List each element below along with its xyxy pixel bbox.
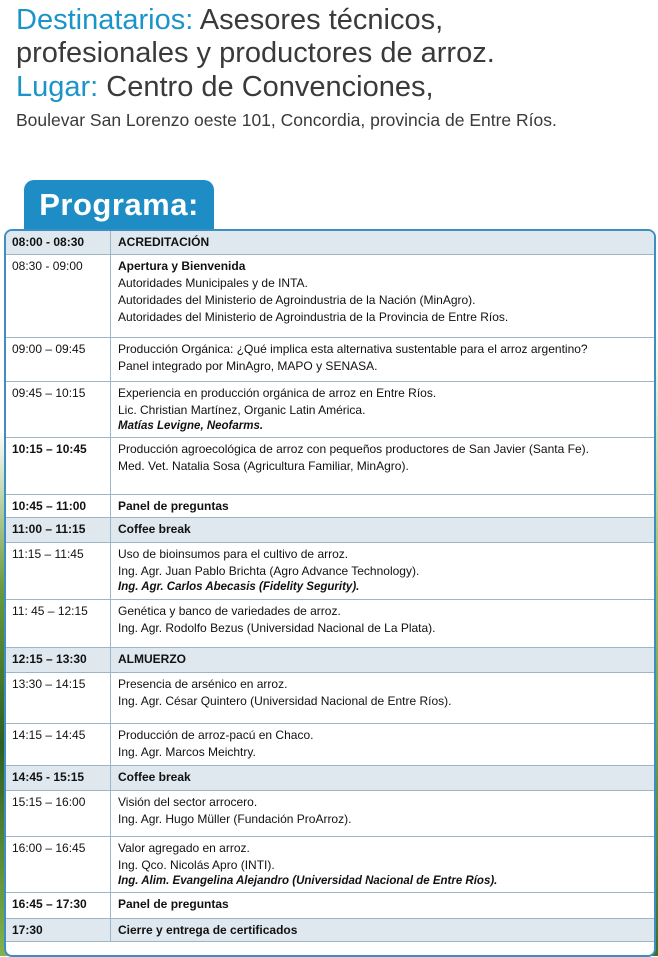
table-row xyxy=(6,648,654,673)
table-row xyxy=(6,919,654,942)
row-detail: Ing. Agr. Juan Pablo Brichta (Agro Advance Technology). xyxy=(118,564,420,578)
row-time: 11:00 – 11:15 xyxy=(6,518,111,542)
row-detail: Ing. Agr. César Quintero (Universidad Nacional de Entre Ríos). xyxy=(118,694,452,708)
row-content xyxy=(111,255,654,337)
row-content xyxy=(111,382,654,437)
row-content xyxy=(111,600,654,647)
row-time: 16:00 – 16:45 xyxy=(6,837,111,892)
row-detail: Panel integrado por MinAgro, MAPO y SENASA. xyxy=(118,359,378,373)
row-content xyxy=(111,837,654,892)
row-content xyxy=(111,766,654,790)
row-content xyxy=(111,648,654,672)
schedule-rows xyxy=(6,231,654,942)
row-time: 09:45 – 10:15 xyxy=(6,382,111,437)
row-detail: Ing. Agr. Carlos Abecasis (Fidelity Segurity). xyxy=(118,581,360,593)
row-detail: Lic. Christian Martínez, Organic Latin América. xyxy=(118,403,366,417)
row-time: 17:30 xyxy=(6,919,111,941)
event-header xyxy=(16,4,656,130)
venue-label: Lugar: xyxy=(16,70,99,103)
row-title: ACREDITACIÓN xyxy=(118,235,210,249)
row-detail: Ing. Agr. Rodolfo Bezus (Universidad Nacional de La Plata). xyxy=(118,621,436,635)
table-row xyxy=(6,791,654,837)
row-content xyxy=(111,495,654,517)
table-row xyxy=(6,255,654,338)
row-title: Uso de bioinsumos para el cultivo de arroz. xyxy=(118,547,349,561)
table-row xyxy=(6,338,654,382)
row-title: Experiencia en producción orgánica de arroz en Entre Ríos. xyxy=(118,386,437,400)
row-detail: Ing. Agr. Hugo Müller (Fundación ProArroz). xyxy=(118,812,352,826)
row-title: Panel de preguntas xyxy=(118,499,229,513)
row-detail: Ing. Qco. Nicolás Apro (INTI). xyxy=(118,858,275,872)
row-time: 16:45 – 17:30 xyxy=(6,893,111,918)
row-time: 08:30 - 09:00 xyxy=(6,255,111,337)
row-title: Apertura y Bienvenida xyxy=(118,259,246,273)
row-detail: Ing. Agr. Marcos Meichtry. xyxy=(118,745,256,759)
table-row xyxy=(6,724,654,766)
recipients-label: Destinatarios: xyxy=(16,4,194,36)
row-content xyxy=(111,893,654,918)
row-time: 14:45 - 15:15 xyxy=(6,766,111,790)
table-row xyxy=(6,893,654,919)
recipients-line-2: profesionales y productores de arroz. xyxy=(16,37,495,70)
row-content xyxy=(111,518,654,542)
row-content xyxy=(111,338,654,381)
row-content xyxy=(111,231,654,254)
row-title: Genética y banco de variedades de arroz. xyxy=(118,604,341,618)
table-row xyxy=(6,231,654,255)
table-row xyxy=(6,438,654,495)
row-content xyxy=(111,919,654,941)
row-title: Producción Orgánica: ¿Qué implica esta alternativa sustentable para el arroz argentino? xyxy=(118,342,588,356)
venue-address: Boulevar San Lorenzo oeste 101, Concordia, provincia de Entre Ríos. xyxy=(16,110,557,131)
row-detail: Matías Levigne, Neofarms. xyxy=(118,420,264,432)
table-row xyxy=(6,382,654,438)
row-time: 14:15 – 14:45 xyxy=(6,724,111,765)
table-row xyxy=(6,518,654,543)
row-title: ALMUERZO xyxy=(118,652,186,666)
row-detail: Ing. Alim. Evangelina Alejandro (Universidad Nacional de Entre Ríos). xyxy=(118,875,498,887)
row-title: Producción de arroz-pacú en Chaco. xyxy=(118,728,314,742)
row-time: 11:15 – 11:45 xyxy=(6,543,111,599)
row-title: Visión del sector arrocero. xyxy=(118,795,258,809)
row-time: 12:15 – 13:30 xyxy=(6,648,111,672)
row-time: 15:15 – 16:00 xyxy=(6,791,111,836)
row-title: Producción agroecológica de arroz con pequeños productores de San Javier (Santa Fe). xyxy=(118,442,589,456)
recipients-line xyxy=(16,4,656,37)
row-title: Panel de preguntas xyxy=(118,897,229,911)
venue-text: Centro de Convenciones, xyxy=(98,70,434,103)
programa-tab: Programa: xyxy=(24,180,214,230)
recipients-text: Asesores técnicos, xyxy=(193,4,444,36)
table-row xyxy=(6,495,654,518)
table-row xyxy=(6,543,654,600)
row-content xyxy=(111,673,654,723)
venue-line xyxy=(16,71,656,104)
row-time: 08:00 - 08:30 xyxy=(6,231,111,254)
row-time: 13:30 – 14:15 xyxy=(6,673,111,723)
row-title: Coffee break xyxy=(118,522,191,536)
row-detail: Autoridades Municipales y de INTA. xyxy=(118,276,308,290)
row-time: 10:45 – 11:00 xyxy=(6,495,111,517)
row-time: 11: 45 – 12:15 xyxy=(6,600,111,647)
row-time: 10:15 – 10:45 xyxy=(6,438,111,494)
row-title: Cierre y entrega de certificados xyxy=(118,923,298,937)
schedule-table xyxy=(4,229,656,957)
row-content xyxy=(111,438,654,494)
row-content xyxy=(111,724,654,765)
table-row xyxy=(6,673,654,724)
row-detail: Autoridades del Ministerio de Agroindustria de la Provincia de Entre Ríos. xyxy=(118,310,509,324)
row-detail: Autoridades del Ministerio de Agroindustria de la Nación (MinAgro). xyxy=(118,293,476,307)
row-title: Valor agregado en arroz. xyxy=(118,841,250,855)
row-detail: Med. Vet. Natalia Sosa (Agricultura Familiar, MinAgro). xyxy=(118,459,409,473)
row-content xyxy=(111,543,654,599)
table-row xyxy=(6,600,654,648)
row-time: 09:00 – 09:45 xyxy=(6,338,111,381)
row-title: Coffee break xyxy=(118,770,191,784)
row-title: Presencia de arsénico en arroz. xyxy=(118,677,288,691)
table-row xyxy=(6,837,654,893)
table-row xyxy=(6,766,654,791)
row-content xyxy=(111,791,654,836)
